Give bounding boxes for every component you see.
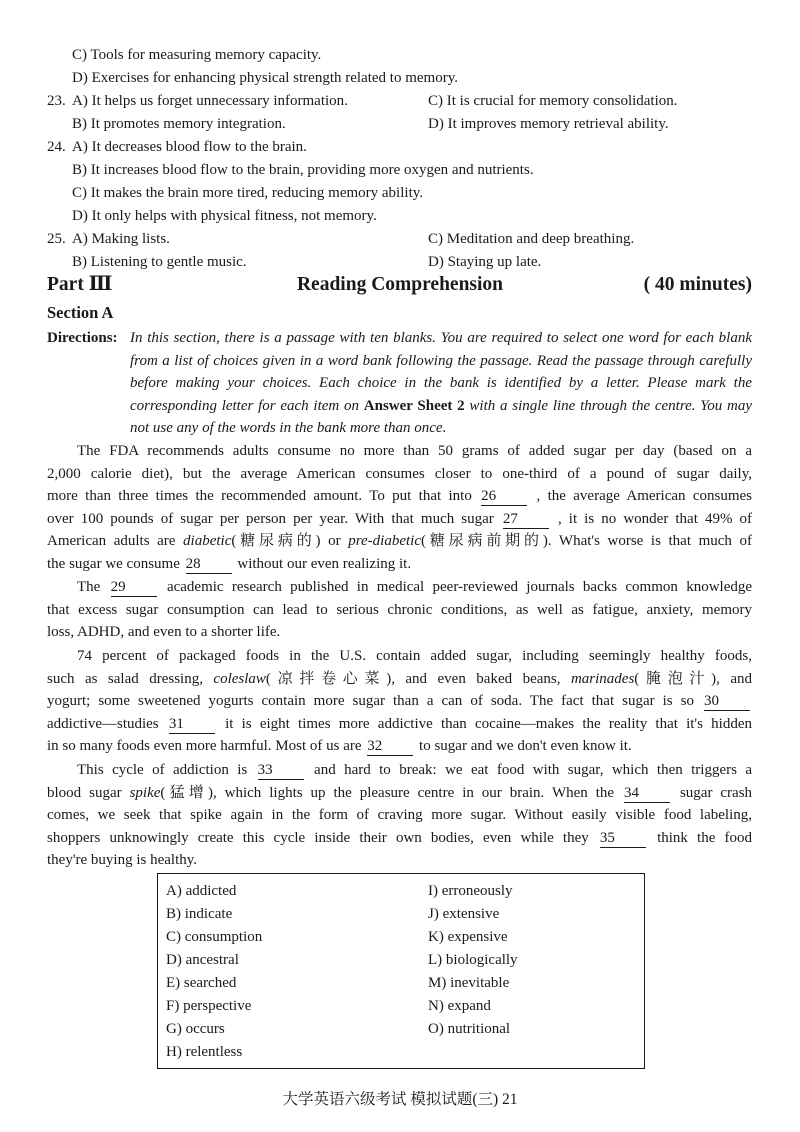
part-label: Part Ⅲ xyxy=(47,274,113,295)
word-bank-item: G) occurs xyxy=(166,1021,225,1037)
word-bank-item: O) nutritional xyxy=(428,1021,511,1037)
blank-29[interactable]: 29 xyxy=(111,578,157,597)
passage-paragraph-3: 74 percent of packaged foods in the U.S. contain added sugar, including seemingly healthy foods, such as salad dressing, coleslaw(凉拌卷心菜), and even baked beans, marinades(腌泡汁), and yogurt; some sweetened yogurts contain more sugar than a can of soda. The fact that sugar is so 30 addictive—studies 31 it is eight times more addictive than cocaine—makes the reality that it's hidden in so many foods even more harmful. Most of us are 32 to sugar and we don't even know it. xyxy=(47,648,753,755)
word-bank-item: H) relentless xyxy=(166,1044,243,1060)
blank-27[interactable]: 27 xyxy=(503,510,549,529)
part-time: ( 40 minutes) xyxy=(643,274,752,295)
blank-35[interactable]: 35 xyxy=(600,829,646,848)
blank-34[interactable]: 34 xyxy=(624,784,670,803)
word-bank xyxy=(157,873,645,1069)
part-title: Reading Comprehension xyxy=(296,274,504,295)
q25-option-b: B) Listening to gentle music. xyxy=(72,254,247,270)
q24-option-c: C) It makes the brain more tired, reducing memory ability. xyxy=(72,185,424,201)
passage-paragraph-4: This cycle of addiction is 33 and hard to break: we eat food with sugar, which then triggers a blood sugar spike(猛增), which lights up the pleasure centre in our brain. When the 34 sugar crash comes, we seek that spike again in the form of craving more sugar. Without easily visible food labeling, shoppers unknowingly create this cycle inside their own bodies, even while they 35 think the food they're buying is healthy. xyxy=(47,762,753,869)
page-footer: 大学英语六级考试 模拟试题(三) 21 xyxy=(282,1091,518,1108)
q22-option-d: D) Exercises for enhancing physical strength related to memory. xyxy=(72,70,458,86)
q24-option-b: B) It increases blood flow to the brain, providing more oxygen and nutrients. xyxy=(72,162,534,178)
q24-option-d: D) It only helps with physical fitness, not memory. xyxy=(72,208,377,224)
word-bank-item: C) consumption xyxy=(166,929,263,945)
q23-option-d: D) It improves memory retrieval ability. xyxy=(428,116,669,132)
q23-option-b: B) It promotes memory integration. xyxy=(72,116,286,132)
q25-option-c: C) Meditation and deep breathing. xyxy=(428,231,635,247)
q25-option-d: D) Staying up late. xyxy=(428,254,542,270)
word-bank-item: L) biologically xyxy=(428,952,518,968)
directions-text: In this section, there is a passage with ten blanks. You are required to select one word for each blank from a list of choices given in a word bank following the passage. Read the passage through carefully before making your choices. Each choice in the bank is identified by a letter. Please mark the corresponding letter for each item on Answer Sheet 2 with a single line through the centre. You may not use any of the words in the bank more than once. xyxy=(130,330,752,437)
q24-number: 24. xyxy=(47,139,66,155)
word-bank-item: B) indicate xyxy=(166,906,233,922)
q22-option-c: C) Tools for measuring memory capacity. xyxy=(72,47,322,63)
word-bank-item: D) ancestral xyxy=(166,952,239,968)
word-bank-item: N) expand xyxy=(428,998,491,1014)
word-bank-item: F) perspective xyxy=(166,998,252,1014)
q23-option-c: C) It is crucial for memory consolidation. xyxy=(428,93,678,109)
word-bank-item: A) addicted xyxy=(166,883,237,899)
passage-paragraph-1: The FDA recommends adults consume no more than 50 grams of added sugar per day (based on a 2,000 calorie diet), but the average American consumes closer to one-third of a pound of sugar daily, more than three times the recommended amount. To put that into 26 , the average American consumes over 100 pounds of sugar per person per year. With that much sugar 27 , it is no wonder that 49% of American adults are diabetic(糖尿病的) or pre-diabetic(糖尿病前期的). What's worse is that much of the sugar we consume 28 without our even realizing it. xyxy=(47,443,753,572)
q23-option-a: A) It helps us forget unnecessary information. xyxy=(72,93,348,109)
blank-26[interactable]: 26 xyxy=(481,487,527,506)
blank-33[interactable]: 33 xyxy=(258,761,304,780)
word-bank-item: J) extensive xyxy=(428,906,500,922)
word-bank-item: M) inevitable xyxy=(428,975,510,991)
blank-31[interactable]: 31 xyxy=(169,715,215,734)
q23-number: 23. xyxy=(47,93,66,109)
q25-number: 25. xyxy=(47,231,66,247)
directions-label: Directions: xyxy=(47,330,118,346)
blank-32[interactable]: 32 xyxy=(367,737,413,756)
passage-paragraph-2: The 29 academic research published in medical peer-reviewed journals backs common knowledge that excess sugar consumption can lead to serious chronic conditions, as well as fatigue, anxiety, memory loss, ADHD, and even to a shorter life. xyxy=(47,579,753,641)
word-bank-item: I) erroneously xyxy=(428,883,513,899)
word-bank-item: E) searched xyxy=(166,975,237,991)
section-title: Section A xyxy=(47,303,114,322)
blank-28[interactable]: 28 xyxy=(186,555,232,574)
word-bank-item: K) expensive xyxy=(428,929,508,945)
q24-option-a: A) It decreases blood flow to the brain. xyxy=(72,139,307,155)
q25-option-a: A) Making lists. xyxy=(72,231,170,247)
blank-30[interactable]: 30 xyxy=(704,692,750,711)
